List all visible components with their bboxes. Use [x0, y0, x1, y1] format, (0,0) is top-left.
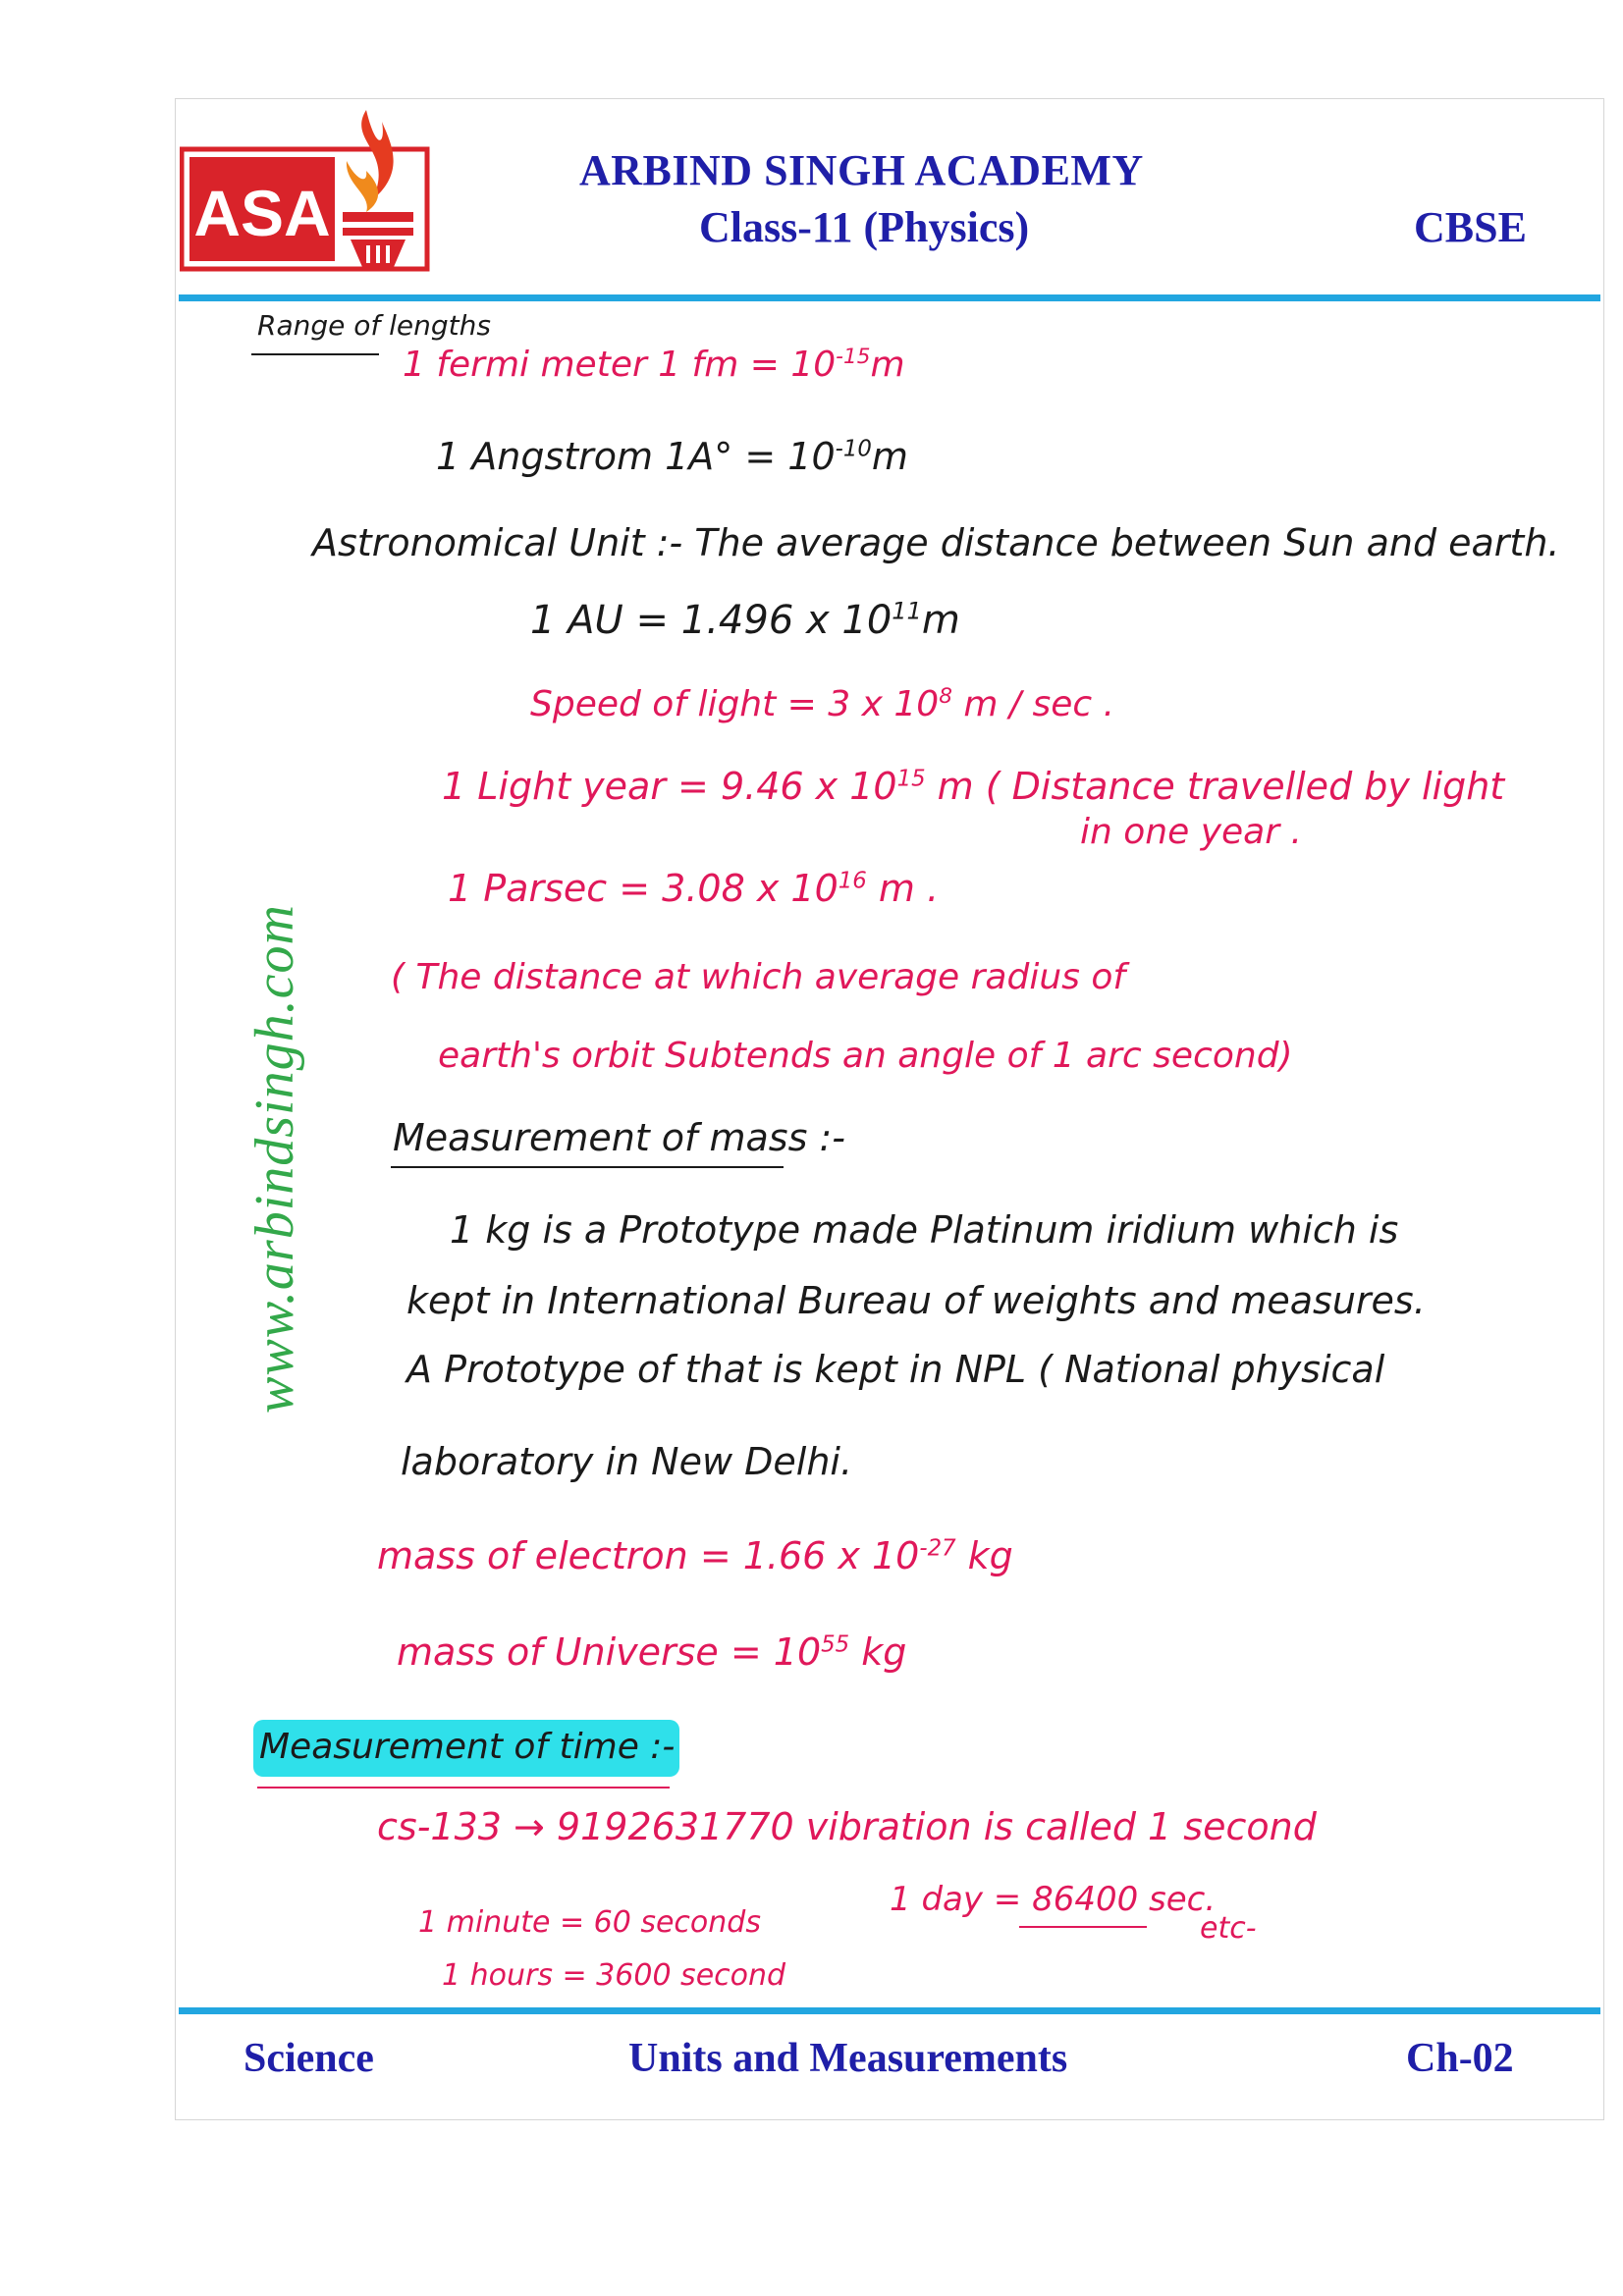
header-rule — [179, 294, 1600, 301]
board-label: CBSE — [1414, 203, 1527, 251]
parsec-def-1: ( The distance at which average radius of — [391, 957, 1126, 997]
angstrom-line: 1 Angstrom $1A^\circ = 10^{-10}m$ — [436, 435, 908, 478]
mass-heading: Measurement of mass :- — [393, 1116, 845, 1159]
day-line: 1 day = 86400 sec. — [890, 1880, 1217, 1919]
cs133-line: cs-133 → 9192631770 vibration is called 1 second — [377, 1805, 1317, 1848]
kg-line-3: A Prototype of that is kept in NPL ( National physical — [406, 1348, 1385, 1391]
mass-underline — [391, 1166, 784, 1168]
parsec-def-2: earth's orbit Subtends an angle of 1 arc second) — [438, 1036, 1293, 1076]
etc-text: etc- — [1200, 1911, 1257, 1946]
time-heading: Measurement of time :- — [259, 1727, 676, 1767]
logo-text: ASA — [193, 177, 331, 249]
au-definition: Astronomical Unit :- The average distance between Sun and earth. — [312, 521, 1560, 564]
electron-mass: mass of electron = 1.66 x $10^{-27}$ kg — [377, 1534, 1013, 1577]
parsec-line: 1 Parsec = 3.08 x $10^{16}$ m . — [448, 867, 940, 910]
range-heading: Range of lengths — [257, 309, 491, 342]
kg-line-2: kept in International Bureau of weights and measures. — [406, 1279, 1426, 1322]
class-title: Class-11 (Physics) — [699, 203, 1030, 251]
day-underline — [1019, 1926, 1147, 1928]
universe-mass: mass of Universe = $10^{55}$ kg — [397, 1630, 907, 1674]
light-speed: Speed of light = 3 x $10^8$ m / sec . — [530, 684, 1115, 724]
fermi-line: 1 fermi meter 1 fm = $10^{-15}m$ — [403, 345, 905, 385]
footer-chapter-title: Units and Measurements — [628, 2036, 1068, 2081]
light-year: 1 Light year = 9.46 x $10^{15}$ m ( Distance travelled by light — [442, 765, 1505, 808]
hour-line: 1 hours = 3600 second — [442, 1958, 786, 1993]
au-value: 1 AU = 1.496 x $10^{11}m$ — [530, 597, 960, 643]
footer-rule — [179, 2007, 1600, 2014]
minute-line: 1 minute = 60 seconds — [418, 1905, 761, 1940]
watermark-url: www.arbindsingh.com — [244, 904, 305, 1414]
kg-line-1: 1 kg is a Prototype made Platinum iridium which is — [450, 1208, 1399, 1252]
footer-chapter-number: Ch-02 — [1406, 2036, 1514, 2081]
academy-name: ARBIND SINGH ACADEMY — [579, 146, 1144, 194]
kg-line-4: laboratory in New Delhi. — [401, 1440, 853, 1483]
range-underline — [251, 353, 379, 355]
asa-logo — [180, 102, 431, 275]
footer-subject: Science — [243, 2036, 374, 2081]
time-heading-underline — [257, 1787, 670, 1789]
light-year-cont: in one year . — [1080, 812, 1302, 852]
